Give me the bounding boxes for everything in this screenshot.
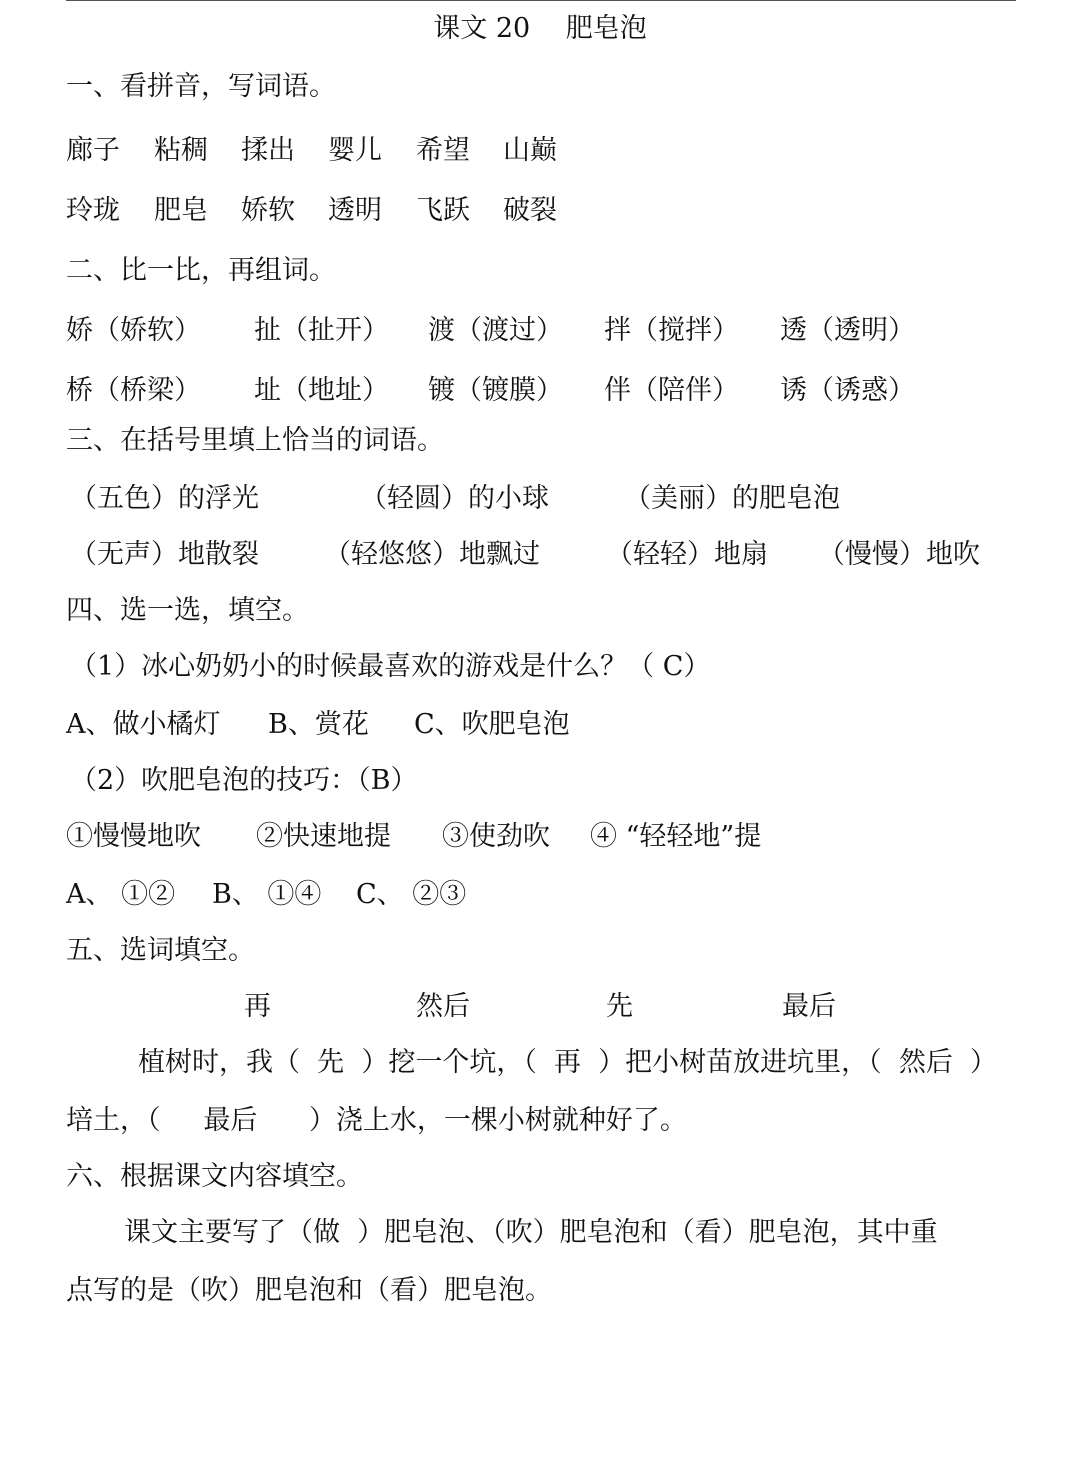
word: 揉出 <box>241 135 295 166</box>
option: C、 ②③ <box>356 879 467 910</box>
compare-word: 拌（搅拌） <box>604 315 739 346</box>
section6-paragraph-line2: 点写的是（吹）肥皂泡和（看）肥皂泡。 <box>66 1275 552 1306</box>
compare-word: 娇（娇软） <box>66 315 201 346</box>
fill-phrase: （轻圆）的小球 <box>360 483 549 514</box>
fill-phrase: （慢慢）地吹 <box>818 539 980 570</box>
word: 粘稠 <box>154 135 208 166</box>
question2: （2）吹肥皂泡的技巧：（B） <box>70 765 418 796</box>
option: B、 ①④ <box>212 879 322 910</box>
section4-heading: 四、选一选，填空。 <box>66 595 309 626</box>
word: 希望 <box>416 135 470 166</box>
compare-word: 诱（诱惑） <box>780 375 915 406</box>
section3-heading: 三、在括号里填上恰当的词语。 <box>66 425 444 456</box>
word: 飞跃 <box>416 195 470 226</box>
section5-sentence-line2: 培土，（ 最后 ）浇上水，一棵小树就种好了。 <box>66 1105 687 1136</box>
word: 廊子 <box>66 135 120 166</box>
section5-sentence-line1: 植树时，我（ 先 ）挖一个坑，（ 再 ）把小树苗放进坑里，（ 然后 ） <box>138 1047 997 1078</box>
option: A、 ①② <box>66 879 176 910</box>
word-bank-item: 先 <box>606 991 633 1022</box>
word: 玲珑 <box>66 195 120 226</box>
fill-phrase: （轻轻）地扇 <box>606 539 768 570</box>
word-bank-item: 最后 <box>782 991 836 1022</box>
word: 娇软 <box>241 195 295 226</box>
compare-word: 伴（陪伴） <box>604 375 739 406</box>
compare-word: 扯（扯开） <box>254 315 389 346</box>
compare-word: 址（地址） <box>254 375 389 406</box>
word-bank-item: 然后 <box>416 991 470 1022</box>
option: B、赏花 <box>268 709 369 740</box>
technique-item: ③使劲吹 <box>442 821 550 852</box>
section1-heading: 一、看拼音，写词语。 <box>66 71 336 102</box>
section6-heading: 六、根据课文内容填空。 <box>66 1161 363 1192</box>
word: 肥皂 <box>154 195 208 226</box>
technique-item: ②快速地提 <box>256 821 391 852</box>
word: 透明 <box>328 195 382 226</box>
top-rule <box>66 0 1016 1</box>
word: 山巅 <box>503 135 557 166</box>
page-title: 课文 20 肥皂泡 <box>433 13 647 44</box>
technique-item: ④ “轻轻地”提 <box>590 821 762 852</box>
word-bank-item: 再 <box>244 991 271 1022</box>
section2-heading: 二、比一比，再组词。 <box>66 255 336 286</box>
technique-item: ①慢慢地吹 <box>66 821 201 852</box>
compare-word: 镀（镀膜） <box>428 375 563 406</box>
fill-phrase: （美丽）的肥皂泡 <box>624 483 840 514</box>
option: A、做小橘灯 <box>66 709 221 740</box>
option: C、吹肥皂泡 <box>414 709 570 740</box>
compare-word: 渡（渡过） <box>428 315 563 346</box>
section5-heading: 五、选词填空。 <box>66 935 255 966</box>
word: 婴儿 <box>328 135 382 166</box>
section6-paragraph-line1: 课文主要写了（做 ）肥皂泡、（吹）肥皂泡和（看）肥皂泡，其中重 <box>124 1217 938 1248</box>
question1: （1）冰心奶奶小的时候最喜欢的游戏是什么？（ C） <box>70 651 711 682</box>
compare-word: 桥（桥梁） <box>66 375 201 406</box>
fill-phrase: （无声）地散裂 <box>70 539 259 570</box>
compare-word: 透（透明） <box>780 315 915 346</box>
fill-phrase: （轻悠悠）地飘过 <box>324 539 540 570</box>
fill-phrase: （五色）的浮光 <box>70 483 259 514</box>
word: 破裂 <box>503 195 557 226</box>
